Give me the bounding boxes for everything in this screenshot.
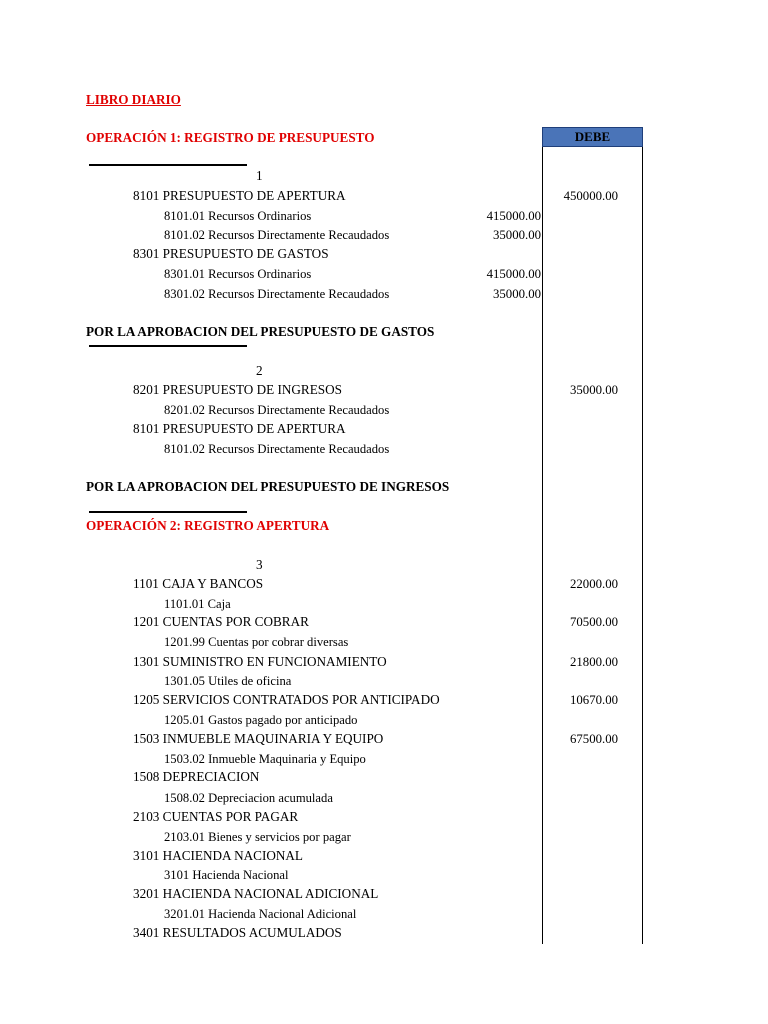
subaccount-row: 8201.02 Recursos Directamente Recaudados — [164, 403, 390, 417]
subaccount-row: 1201.99 Cuentas por cobrar diversas — [164, 635, 349, 649]
subaccount-row: 8301.02 Recursos Directamente Recaudados — [164, 287, 390, 301]
subaccount-amount: 415000.00 — [486, 267, 541, 281]
account-row: 3101 HACIENDA NACIONAL — [133, 848, 303, 863]
account-row: 3201 HACIENDA NACIONAL ADICIONAL — [133, 886, 379, 901]
subaccount-row: 1205.01 Gastos pagado por anticipado — [164, 713, 358, 727]
debe-amount: 22000.00 — [570, 577, 618, 591]
subaccount-row: 1101.01 Caja — [164, 597, 231, 611]
subaccount-row: 8301.01 Recursos Ordinarios — [164, 267, 312, 281]
account-row: 8101 PRESUPUESTO DE APERTURA — [133, 188, 346, 203]
entry-number: 2 — [256, 363, 263, 378]
subaccount-row: 1301.05 Utiles de oficina — [164, 674, 292, 688]
account-row: 1508 DEPRECIACION — [133, 769, 260, 784]
debe-column-header: DEBE — [542, 127, 643, 147]
account-row: 1205 SERVICIOS CONTRATADOS POR ANTICIPADO — [133, 692, 440, 707]
debe-amount: 35000.00 — [570, 383, 618, 397]
subaccount-row: 1503.02 Inmueble Maquinaria y Equipo — [164, 752, 366, 766]
account-row: 1301 SUMINISTRO EN FUNCIONAMIENTO — [133, 654, 387, 669]
debe-amount: 10670.00 — [570, 693, 618, 707]
subaccount-amount: 415000.00 — [486, 209, 541, 223]
account-row: 8301 PRESUPUESTO DE GASTOS — [133, 246, 329, 261]
subaccount-row: 1508.02 Depreciacion acumulada — [164, 791, 333, 805]
subaccount-row: 2103.01 Bienes y servicios por pagar — [164, 830, 351, 844]
entry-separator-line — [89, 511, 247, 513]
account-row: 1503 INMUEBLE MAQUINARIA Y EQUIPO — [133, 731, 384, 746]
operation-1-heading: OPERACIÓN 1: REGISTRO DE PRESUPUESTO — [86, 130, 375, 145]
debe-column-right-border — [642, 147, 643, 944]
debe-amount: 70500.00 — [570, 615, 618, 629]
entry-number: 1 — [256, 168, 263, 183]
account-row: 8201 PRESUPUESTO DE INGRESOS — [133, 382, 342, 397]
subaccount-row: 8101.02 Recursos Directamente Recaudados — [164, 442, 390, 456]
account-row: 3401 RESULTADOS ACUMULADOS — [133, 925, 342, 940]
subaccount-row: 3201.01 Hacienda Nacional Adicional — [164, 907, 357, 921]
operation-2-heading: OPERACIÓN 2: REGISTRO APERTURA — [86, 518, 330, 533]
account-row: 1201 CUENTAS POR COBRAR — [133, 614, 309, 629]
entry-separator-line — [89, 345, 247, 347]
entry-number: 3 — [256, 557, 263, 572]
account-row: 1101 CAJA Y BANCOS — [133, 576, 264, 591]
subaccount-amount: 35000.00 — [493, 287, 541, 301]
subaccount-row: 3101 Hacienda Nacional — [164, 868, 289, 882]
debe-column-left-border — [542, 147, 543, 944]
subaccount-row: 8101.02 Recursos Directamente Recaudados — [164, 228, 390, 242]
debe-amount: 450000.00 — [563, 189, 618, 203]
entry-gloss: POR LA APROBACION DEL PRESUPUESTO DE INGRESOS — [86, 479, 450, 494]
entry-separator-line — [89, 164, 247, 166]
account-row: 8101 PRESUPUESTO DE APERTURA — [133, 421, 346, 436]
subaccount-row: 8101.01 Recursos Ordinarios — [164, 209, 312, 223]
subaccount-amount: 35000.00 — [493, 228, 541, 242]
debe-amount: 67500.00 — [570, 732, 618, 746]
account-row: 2103 CUENTAS POR PAGAR — [133, 809, 299, 824]
entry-gloss: POR LA APROBACION DEL PRESUPUESTO DE GASTOS — [86, 324, 435, 339]
document-title: LIBRO DIARIO — [86, 92, 181, 107]
debe-amount: 21800.00 — [570, 655, 618, 669]
